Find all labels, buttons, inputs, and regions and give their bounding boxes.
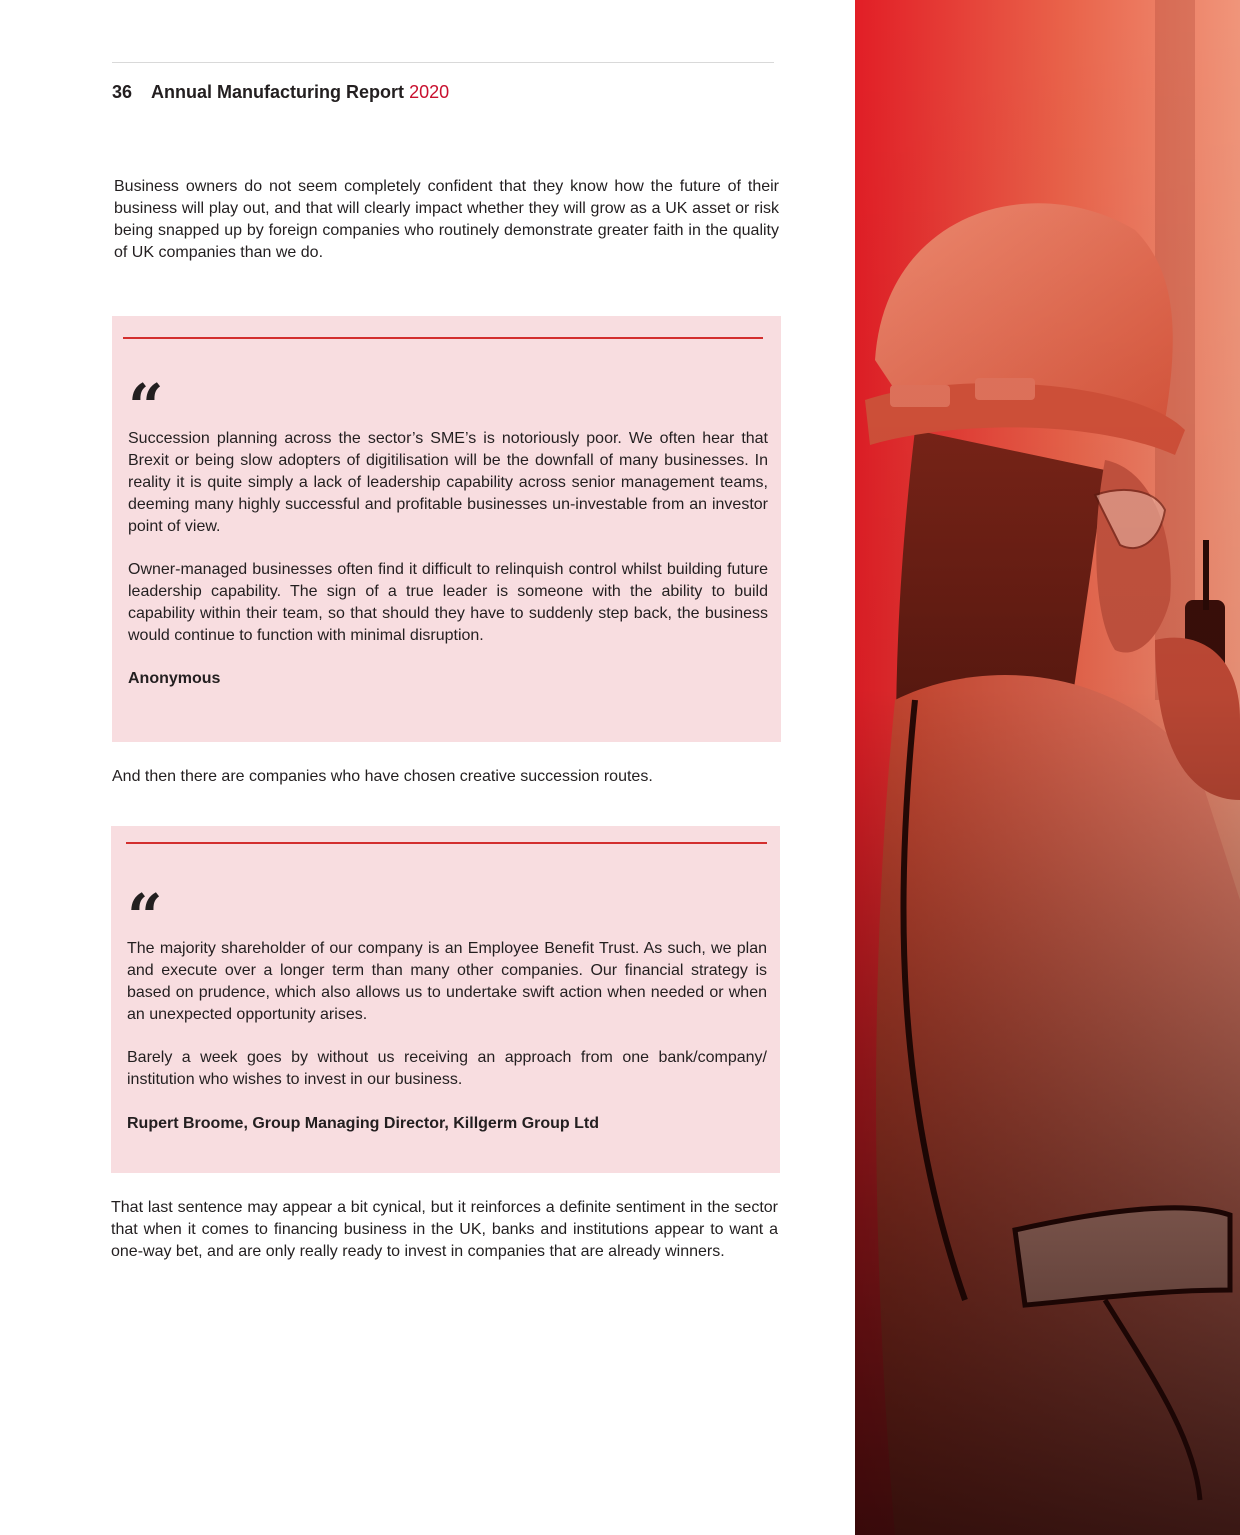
page-number: 36 <box>112 82 133 102</box>
report-title: Annual Manufacturing Report <box>151 82 405 102</box>
quote-paragraph: The majority shareholder of our company is an Employee Benefit Trust. As such, we plan and execute over a longer term than many other companies. Our financial strategy is based on prudence, which also allows us to undertake swift action when needed or when an unexpected opportunity arises. <box>127 940 767 1023</box>
quote-paragraph: Owner-managed businesses often find it difficult to relinquish control whilst building future leadership capability. The sign of a true leader is someone with the ability to build capability within their team, so that should they have to suddenly step back, the business would continue to function with minimal disruption. <box>128 561 768 644</box>
quote-mark-icon: “ <box>127 880 163 953</box>
worker-photo-illustration <box>855 0 1240 1535</box>
quote-attribution: Rupert Broome, Group Managing Director, Killgerm Group Ltd <box>127 1115 600 1132</box>
quote-attribution: Anonymous <box>128 670 221 687</box>
page-header <box>112 80 449 104</box>
quote-mark-icon: “ <box>128 370 164 443</box>
quote-divider <box>123 337 763 339</box>
quote-divider <box>126 842 767 844</box>
transition-paragraph: And then there are companies who have chosen creative succession routes. <box>112 768 653 785</box>
header-rule <box>112 62 774 63</box>
report-year: 2020 <box>409 82 450 102</box>
quote-paragraph: Barely a week goes by without us receiving an approach from one bank/company/ institution who wishes to invest in our business. <box>127 1049 767 1088</box>
quote-box-anonymous <box>112 316 781 742</box>
closing-paragraph: That last sentence may appear a bit cynical, but it reinforces a definite sentiment in the sector that when it comes to financing business in the UK, banks and institutions appear to want a one-way bet, and are only really ready to invest in companies that are already winners. <box>111 1199 778 1260</box>
intro-paragraph: Business owners do not seem completely confident that they know how the future of their business will play out, and that will clearly impact whether they will grow as a UK asset or risk being snapped up by foreign companies who routinely demonstrate greater faith in the quality of UK companies than we do. <box>114 178 779 261</box>
quote-box-killgerm <box>111 826 780 1173</box>
worker-photo <box>855 0 1240 1535</box>
quote-paragraph: Succession planning across the sector’s SME’s is notoriously poor. We often hear that Brexit or being slow adopters of digitilisation will be the downfall of many businesses. In reality it is quite simply a lack of leadership capability across senior management teams, deeming many highly successful and profitable businesses un-investable from an investor point of view. <box>128 430 768 535</box>
